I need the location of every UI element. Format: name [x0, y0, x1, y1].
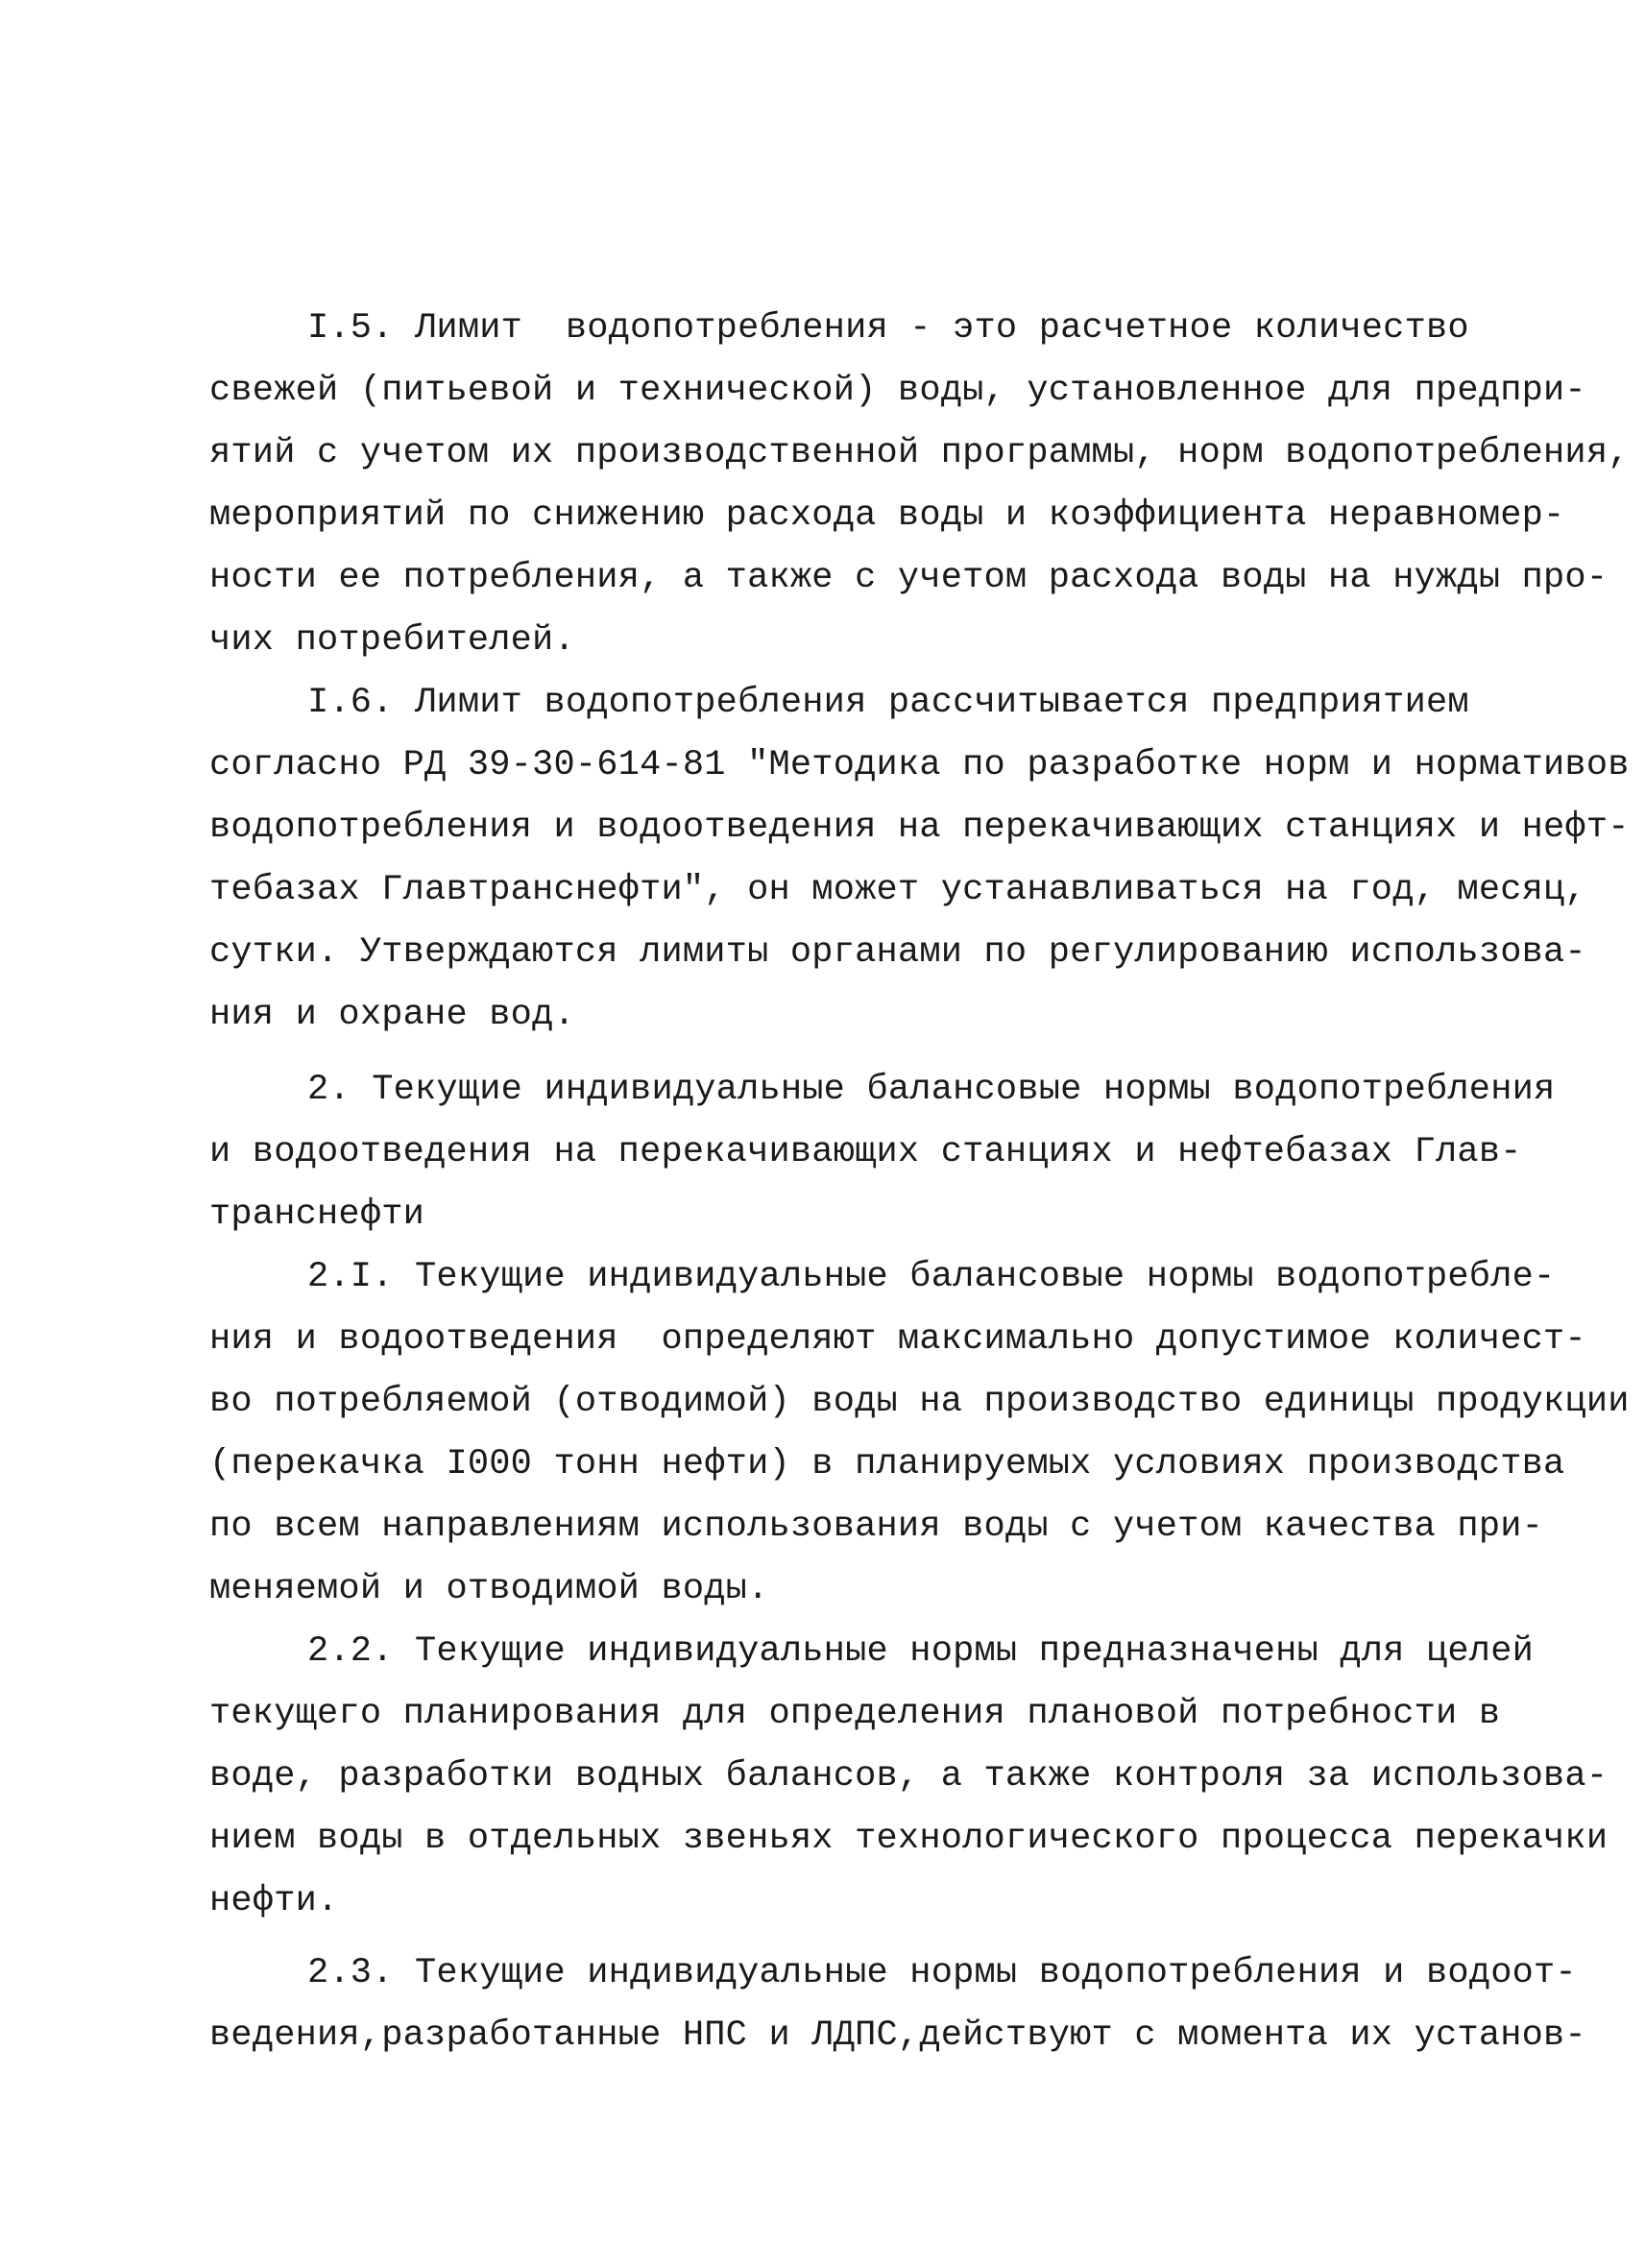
- text-line: нефти.: [209, 1881, 339, 1921]
- text-line: I.6. Лимит водопотребления рассчитывается предприятием: [307, 683, 1469, 723]
- text-line: согласно РД 39-30-614-81 "Методика по разработке норм и нормативов: [209, 745, 1630, 785]
- text-line: во потребляемой (отводимой) воды на производство единицы продукции: [209, 1382, 1630, 1422]
- text-line: I.5. Лимит водопотребления - это расчетное количество: [307, 308, 1469, 349]
- text-line: по всем направлениям использования воды с учетом качества при-: [209, 1507, 1544, 1547]
- text-line: сутки. Утверждаются лимиты органами по регулированию использова-: [209, 932, 1586, 973]
- text-line: ности ее потребления, а также с учетом расхода воды на нужды про-: [209, 558, 1609, 598]
- text-line: ятий с учетом их производственной программы, норм водопотребления,: [209, 433, 1630, 473]
- text-line: свежей (питьевой и технической) воды, установленное для предпри-: [209, 371, 1586, 411]
- text-line: меняемой и отводимой воды.: [209, 1569, 769, 1609]
- text-line: мероприятий по снижению расхода воды и коэффициента неравномер-: [209, 495, 1565, 536]
- text-line: нием воды в отдельных звеньях технологического процесса перекачки: [209, 1819, 1609, 1859]
- text-line: текущего планирования для определения плановой потребности в: [209, 1694, 1501, 1734]
- text-line: 2.I. Текущие индивидуальные балансовые нормы водопотребле-: [307, 1257, 1556, 1297]
- text-line: 2. Текущие индивидуальные балансовые нормы водопотребления: [307, 1070, 1556, 1110]
- text-line: 2.2. Текущие индивидуальные нормы предназначены для целей: [307, 1631, 1535, 1672]
- text-line: и водоотведения на перекачивающих станциях и нефтебазах Глав-: [209, 1132, 1522, 1172]
- text-line: ведения,разработанные НПС и ЛДПС,действуют с момента их установ-: [209, 2015, 1586, 2056]
- text-line: ния и охране вод.: [209, 995, 575, 1035]
- text-line: (перекачка I000 тонн нефти) в планируемых условиях производства: [209, 1444, 1565, 1484]
- text-line: ния и водоотведения определяют максимально допустимое количест-: [209, 1319, 1586, 1360]
- text-line: транснефти: [209, 1194, 425, 1235]
- text-line: тебазах Главтранснефти", он может устанавливаться на год, месяц,: [209, 870, 1586, 910]
- text-line: воде, разработки водных балансов, а также контроля за использова-: [209, 1756, 1609, 1797]
- text-line: водопотребления и водоотведения на перекачивающих станциях и нефт-: [209, 808, 1630, 848]
- text-line: чих потребителей.: [209, 620, 575, 661]
- text-line: 2.3. Текущие индивидуальные нормы водопотребления и водоот-: [307, 1953, 1577, 1993]
